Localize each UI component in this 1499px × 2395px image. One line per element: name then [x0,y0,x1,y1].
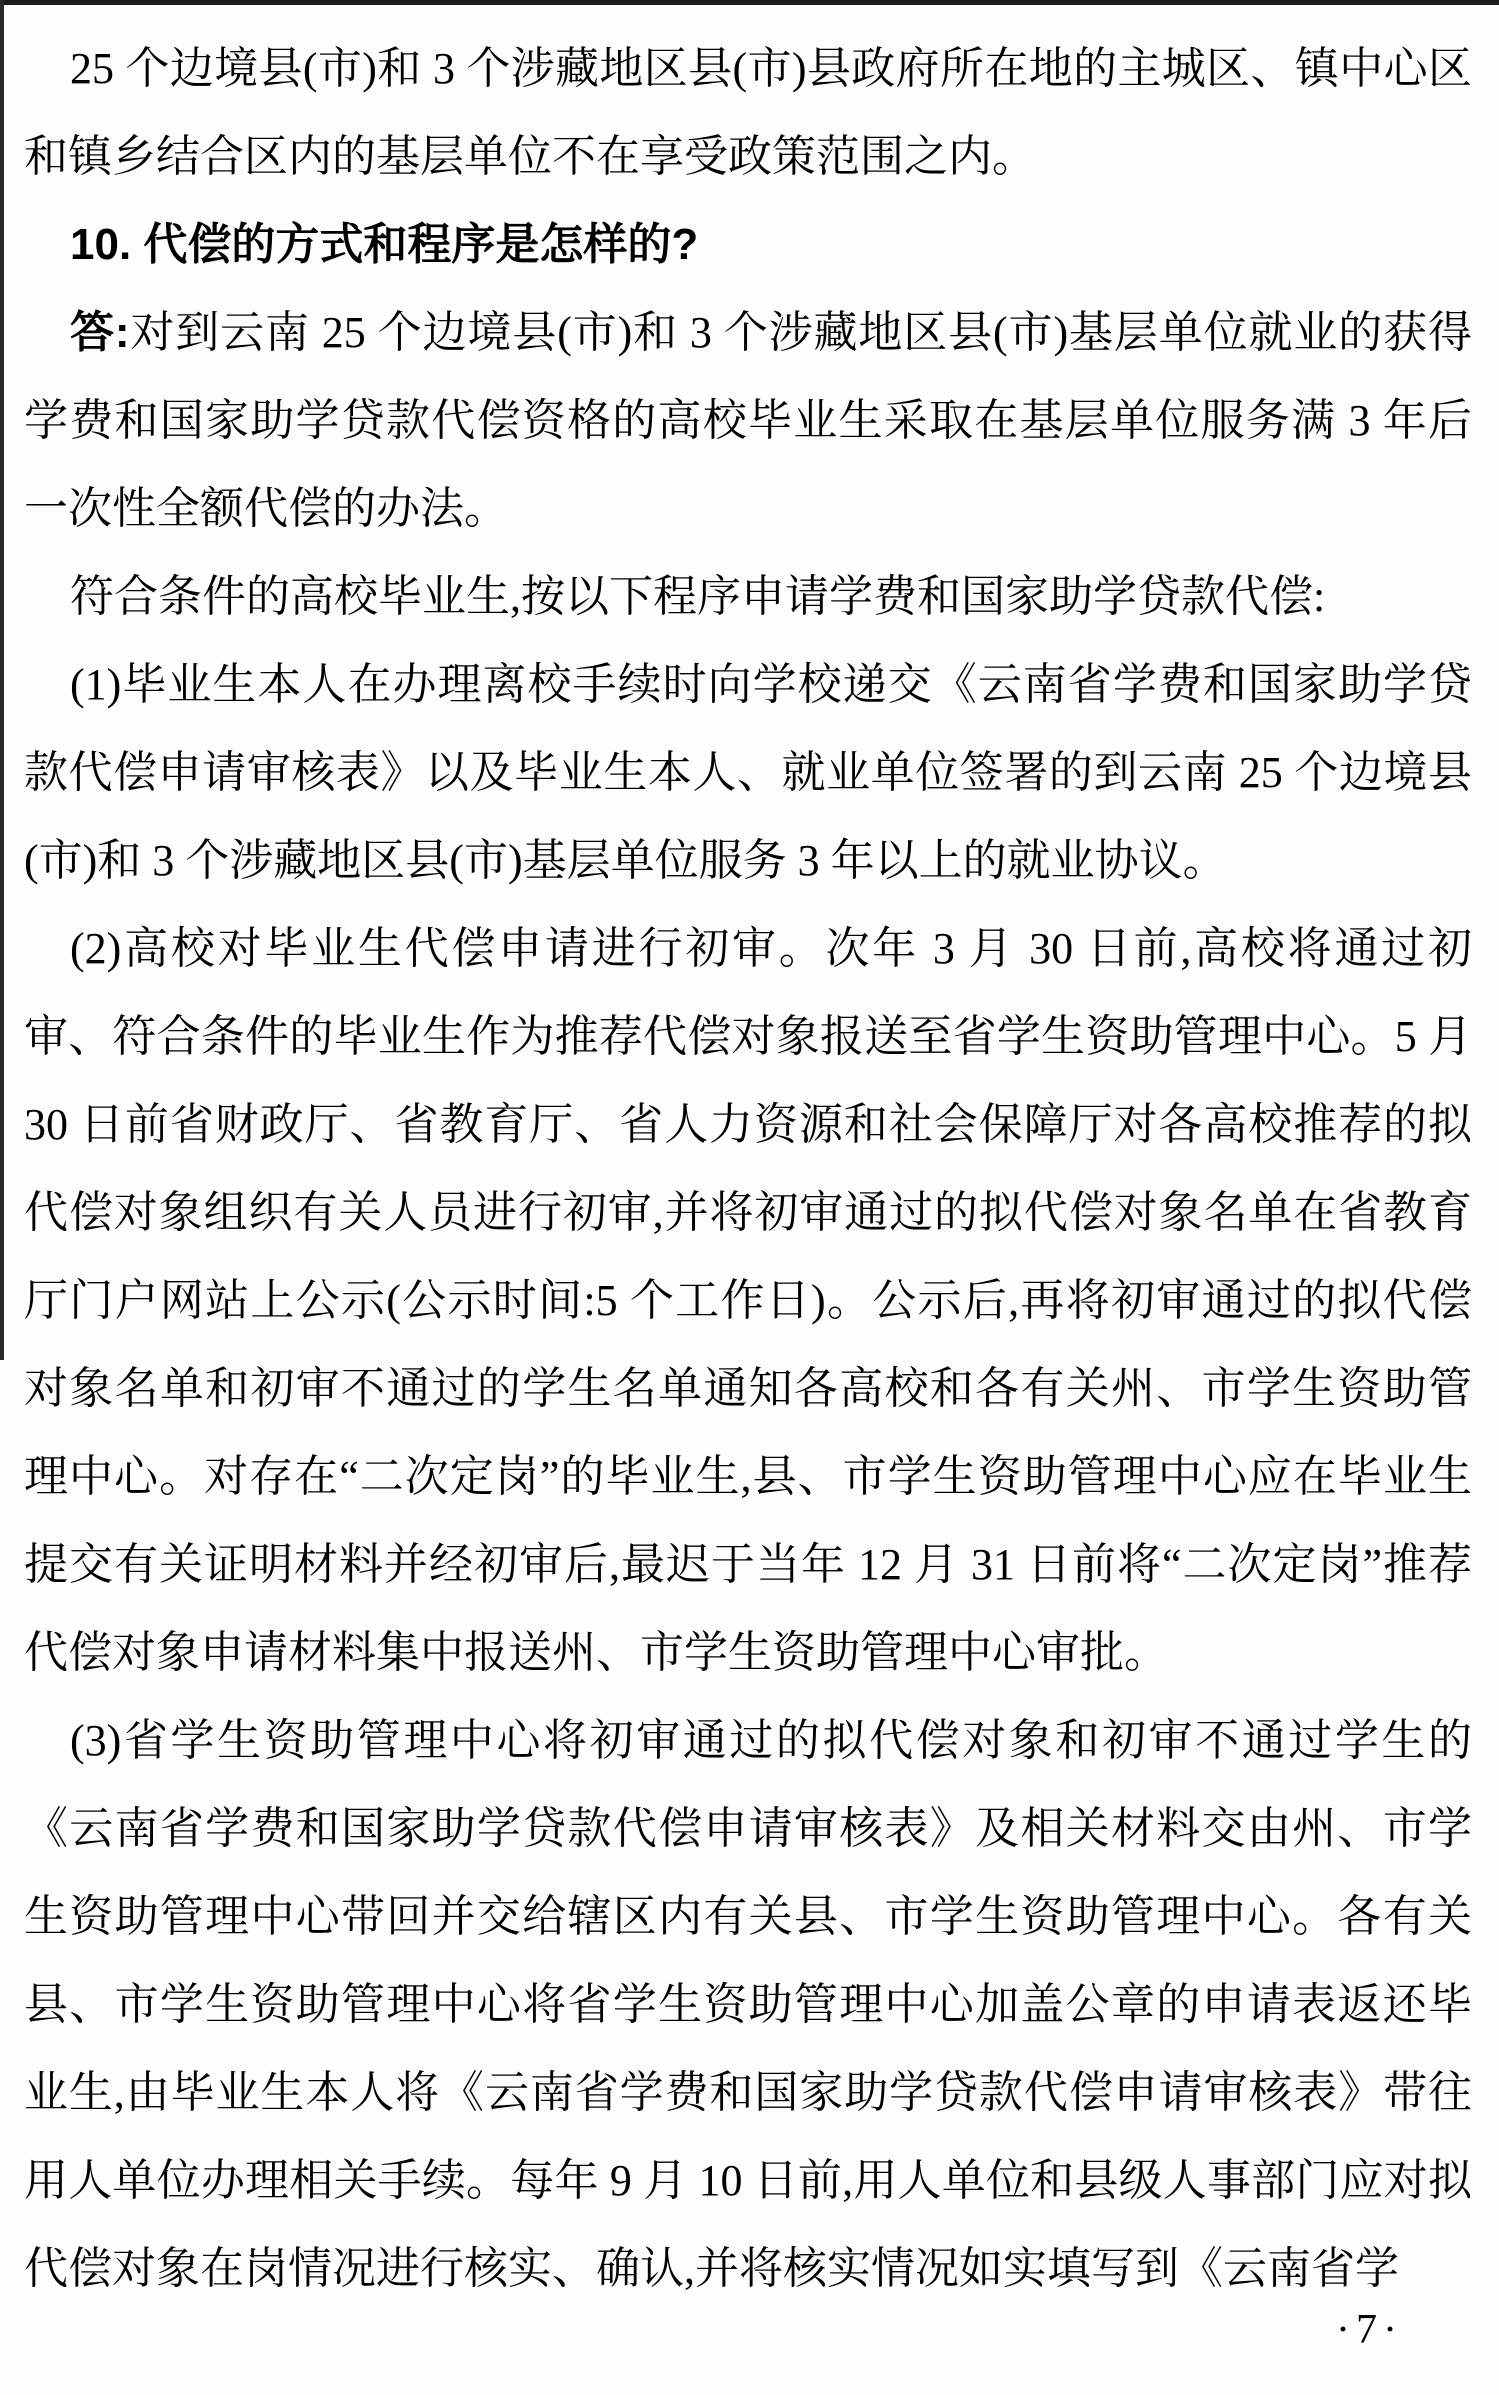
answer-paragraph [24,289,1472,553]
answer-prefix: 答: [70,308,130,357]
paragraph-policy-scope: 25 个边境县(市)和 3 个涉藏地区县(市)县政府所在地的主城区、镇中心区和镇乡结合区内的基层单位不在享受政策范围之内。 [24,44,1472,181]
document-content [24,25,1472,2313]
step-2-paragraph: (2)高校对毕业生代偿申请进行初审。次年 3 月 30 日前,高校将通过初审、符合条件的毕业生作为推荐代偿对象报送至省学生资助管理中心。5 月 30 日前省财政厅、省教育厅、省人力资源和社会保障厅对各高校推荐的拟代偿对象组织有关人员进行初审,并将初审通过的拟代偿对象名单在省教育厅门户网站上公示(公示时间:5 个工作日)。公示后,再将初审通过的拟代偿对象名单和初审不通过的学生名单通知各高校和各有关州、市学生资助管理中心。对存在“二次定岗”的毕业生,县、市学生资助管理中心应在毕业生提交有关证明材料并经初审后,最迟于当年 12 月 31 日前将“二次定岗”推荐代偿对象申请材料集中报送州、市学生资助管理中心审批。 [24,924,1472,1677]
step-1-paragraph: (1)毕业生本人在办理离校手续时向学校递交《云南省学费和国家助学贷款代偿申请审核表》以及毕业生本人、就业单位签署的到云南 25 个边境县(市)和 3 个涉藏地区县(市)基层单位服务 3 年以上的就业协议。 [24,660,1472,885]
scan-edge-left [0,0,4,1360]
paragraph-procedure-intro: 符合条件的高校毕业生,按以下程序申请学费和国家助学贷款代偿: [70,572,1326,621]
scan-edge-top [0,0,1499,5]
page-number: ·7· [1336,2307,1403,2353]
question-heading: 10. 代偿的方式和程序是怎样的? [70,220,699,269]
step-3-paragraph: (3)省学生资助管理中心将初审通过的拟代偿对象和初审不通过学生的《云南省学费和国家助学贷款代偿申请审核表》及相关材料交由州、市学生资助管理中心带回并交给辖区内有关县、市学生资助管理中心。各有关县、市学生资助管理中心将省学生资助管理中心加盖公章的申请表返还毕业生,由毕业生本人将《云南省学费和国家助学贷款代偿申请审核表》带往用人单位办理相关手续。每年 9 月 10 日前,用人单位和县级人事部门应对拟代偿对象在岗情况进行核实、确认,并将核实情况如实填写到《云南省学 [24,1716,1472,2293]
answer-body: 对到云南 25 个边境县(市)和 3 个涉藏地区县(市)基层单位就业的获得学费和国家助学贷款代偿资格的高校毕业生采取在基层单位服务满 3 年后一次性全额代偿的办法。 [24,308,1472,533]
